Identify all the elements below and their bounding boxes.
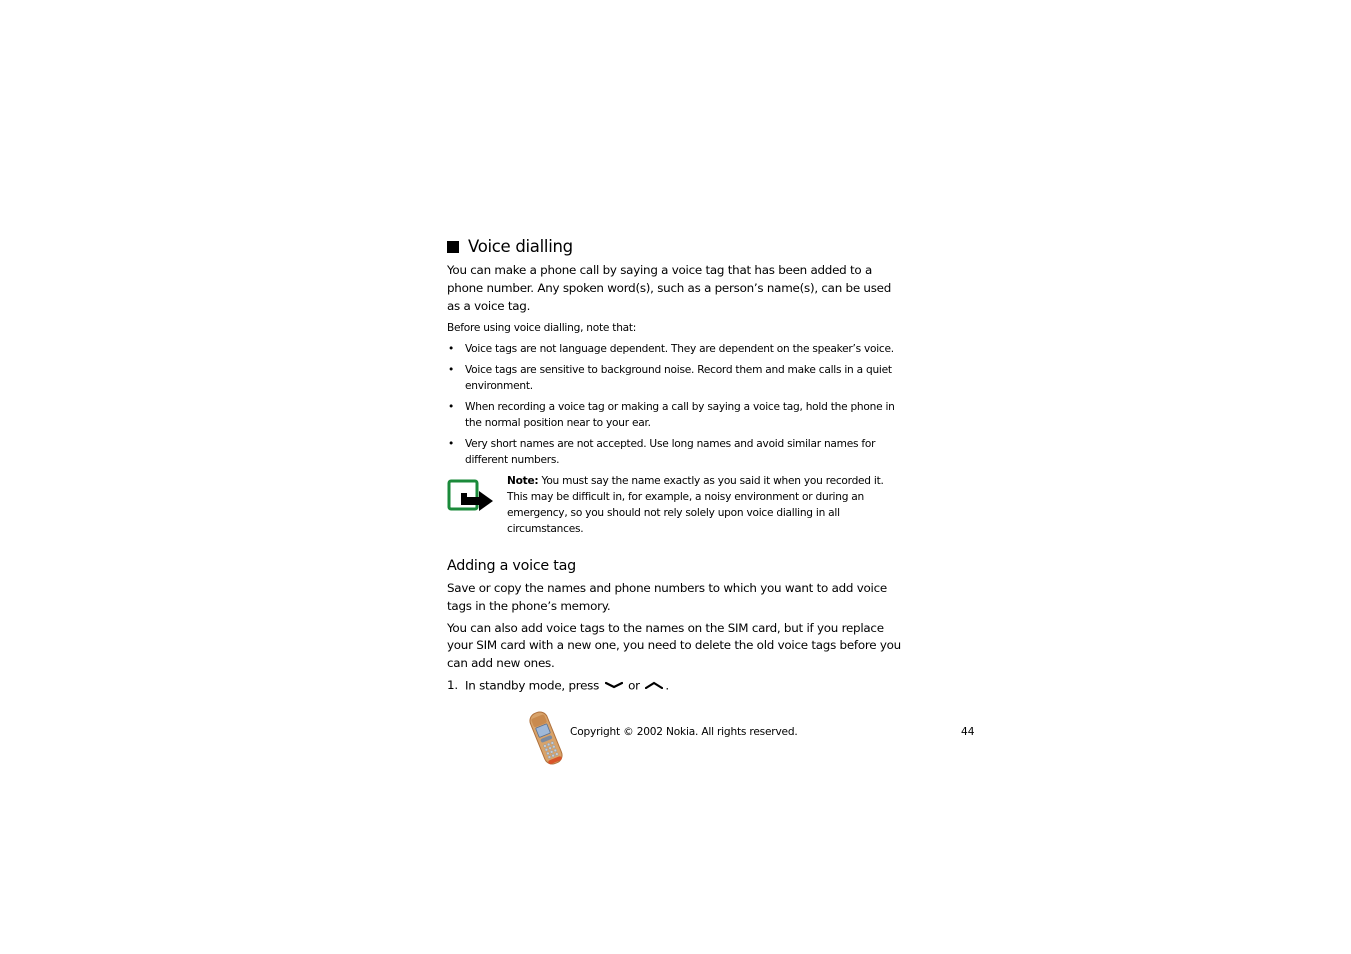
bullet-icon: • — [448, 400, 454, 413]
page-footer — [526, 709, 976, 769]
note-text — [507, 473, 903, 537]
lead-text: Before using voice dialling, note that: — [447, 321, 637, 334]
copyright-text: Copyright © 2002 Nokia. All rights reserved. — [570, 726, 798, 738]
note-box — [447, 473, 903, 537]
page-content — [447, 236, 903, 696]
note-body: You must say the name exactly as you said it when you recorded it. This may be difficult in, for example, a noisy environment or during an emergency, so you should not rely solely upon voice dialling in all circumstances. — [507, 474, 884, 535]
list-item — [447, 362, 903, 394]
step-text-or: or — [628, 678, 640, 693]
step-text-before: In standby mode, press — [465, 678, 600, 693]
section-title: Voice dialling — [468, 237, 573, 256]
step-text-after: . — [665, 678, 669, 693]
step-item — [447, 677, 903, 695]
note-label: Note: — [507, 474, 539, 487]
bullet-icon: • — [448, 342, 454, 355]
heading-square-icon — [447, 241, 459, 253]
bullet-text: When recording a voice tag or making a call by saying a voice tag, hold the phone in the normal position near to your ear. — [465, 400, 895, 429]
subsection-paragraph: You can also add voice tags to the names on the SIM card, but if you replace your SIM card with a new one, you need to delete the old voice tags before you can add new ones. — [447, 620, 901, 671]
subsection-title: Adding a voice tag — [447, 557, 576, 574]
step-text — [465, 677, 669, 695]
list-item — [447, 341, 903, 357]
list-item — [447, 436, 903, 468]
bullet-text: Voice tags are not language dependent. They are dependent on the speaker’s voice. — [465, 342, 894, 355]
bullet-list — [447, 341, 903, 468]
nokia-phone-image — [526, 709, 566, 771]
scroll-down-icon — [605, 677, 623, 695]
note-pencil-icon — [447, 473, 507, 518]
scroll-up-icon — [645, 677, 663, 695]
bullet-icon: • — [448, 363, 454, 376]
bullet-icon: • — [448, 437, 454, 450]
section-heading — [447, 236, 903, 258]
page-number: 44 — [961, 726, 975, 738]
step-number: 1. — [447, 678, 458, 693]
list-item — [447, 399, 903, 431]
subsection-paragraph: Save or copy the names and phone numbers to which you want to add voice tags in the phone’s memory. — [447, 580, 887, 613]
bullet-text: Very short names are not accepted. Use long names and avoid similar names for different numbers. — [465, 437, 876, 466]
intro-paragraph: You can make a phone call by saying a voice tag that has been added to a phone number. Any spoken word(s), such as a person’s name(s), can be used as a voice tag. — [447, 263, 892, 313]
bullet-text: Voice tags are sensitive to background noise. Record them and make calls in a quiet environment. — [465, 363, 892, 392]
